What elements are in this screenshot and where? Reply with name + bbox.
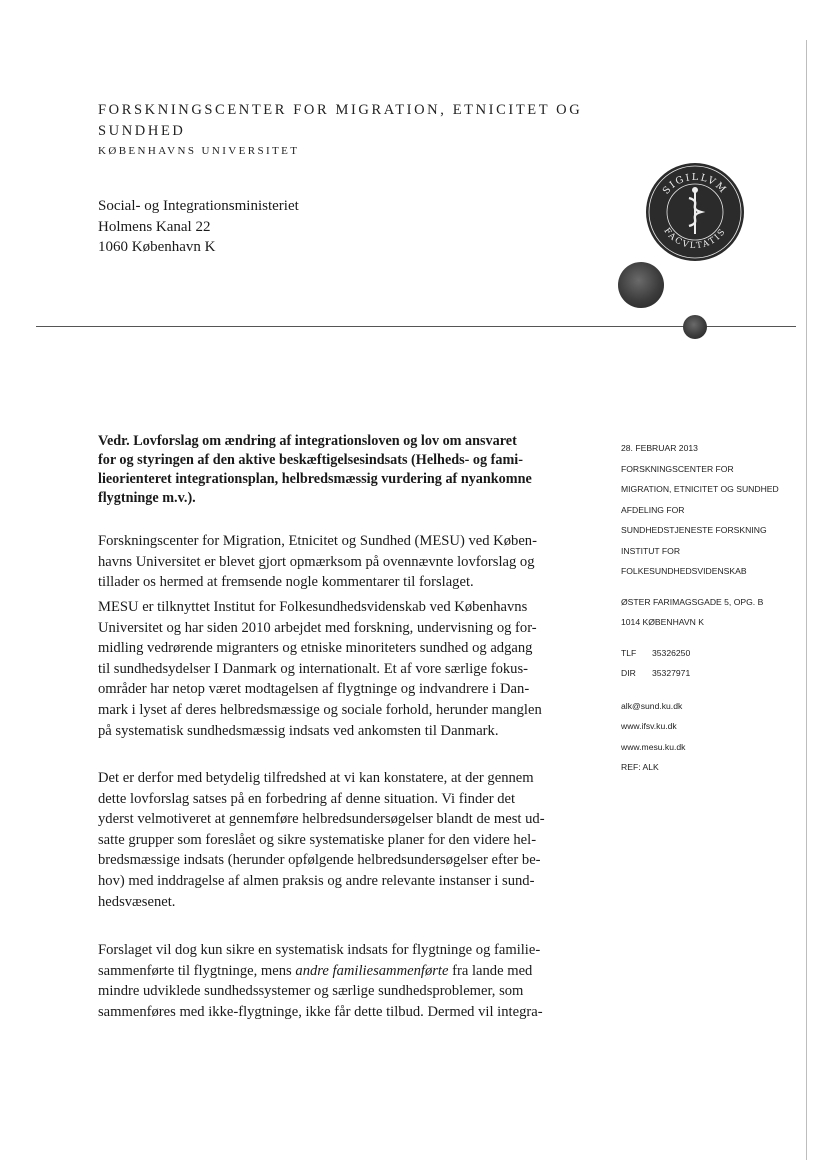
recipient-city: 1060 København K (98, 239, 216, 255)
seal-top-text: SIGILLVM (660, 171, 730, 197)
text-line: Forskningscenter for Migration, Etnicitet og Sundhed (MESU) ved Køben- (98, 533, 537, 549)
sender-unit-line: FORSKNINGSCENTER FOR (621, 463, 734, 474)
text-line: hedsvæsenet. (98, 893, 176, 910)
paragraph-support (98, 768, 593, 912)
text-line: tillader os hermed at fremsende nogle kommentarer til forslaget. (98, 574, 474, 591)
text-line: sammenføres med ikke-flygtninge, ikke får dette tilbud. Dermed vil integra- (98, 1003, 543, 1020)
letter-subject (98, 432, 588, 508)
text-span: sammenførte til flygtninge, mens (98, 962, 296, 979)
emphasized-text: andre familiesammenførte (295, 962, 449, 979)
text-line: havns Universitet er blevet gjort opmærksom på ovennævnte lovforslag og (98, 553, 535, 570)
spacer (621, 684, 806, 696)
direct-phone-label: DIR (621, 668, 636, 678)
text-line: til sundhedsydelser I Danmark og internationalt. Et af vore særlige fokus- (98, 660, 529, 677)
sender-address-line: ØSTER FARIMAGSGADE 5, OPG. B (621, 596, 764, 607)
phone-value: 35326250 (652, 647, 691, 658)
sender-unit-line: AFDELING FOR (621, 504, 685, 515)
direct-phone-row (621, 663, 806, 684)
text-line (98, 961, 593, 982)
paragraph-concern (98, 940, 593, 1022)
recipient-name: Social- og Integrationsministeriet (98, 198, 299, 214)
seal-icon (645, 162, 745, 262)
sender-unit-line: SUNDHEDSTJENESTE FORSKNING (621, 525, 767, 535)
page-edge-line (806, 40, 807, 1160)
text-line: MESU er tilknyttet Institut for Folkesundhedsvidenskab ved Københavns (98, 599, 528, 615)
sender-unit-line: FOLKESUNDHEDSVIDENSKAB (621, 566, 747, 576)
sender-info-sidebar (621, 438, 806, 778)
reference: REF: ALK (621, 762, 659, 772)
website-mesu: www.mesu.ku.dk (621, 741, 686, 752)
website-ifsv: www.ifsv.ku.dk (621, 721, 677, 731)
university-seal-logo (645, 162, 745, 262)
paragraph-about-mesu (98, 597, 593, 741)
text-line: Universitet og har siden 2010 arbejdet med forskning, undervisning og for- (98, 619, 537, 636)
recipient-address (98, 196, 299, 258)
paragraph-intro (98, 531, 593, 593)
institution-name-line2: SUNDHED (98, 123, 186, 139)
direct-phone-value: 35327971 (652, 668, 691, 678)
header-rule (36, 326, 796, 327)
institution-name-line1: FORSKNINGSCENTER FOR MIGRATION, ETNICITET OG (98, 102, 583, 118)
text-line: midling vedrørende migranters og etniske minoriteters sundhed og adgang (98, 640, 533, 657)
text-line: bredsmæssige indsats (herunder opfølgende helbredsundersøgelser efter be- (98, 852, 541, 869)
phone-label: TLF (621, 647, 637, 658)
text-line: yderst velmotiveret at gennemføre helbredsundersøgelser blandt de mest ud- (98, 811, 545, 828)
recipient-street: Holmens Kanal 22 (98, 218, 211, 235)
email-address: alk@sund.ku.dk (621, 700, 683, 711)
text-line: mark i lyset af deres helbredsmæssige og sociale forhold, herunder manglen (98, 701, 542, 718)
subject-line: flygtninge m.v.). (98, 490, 196, 506)
text-line: Det er derfor med betydelig tilfredshed at vi kan konstatere, at der gennem (98, 770, 534, 786)
spacer (621, 633, 806, 643)
text-line: områder har netop været modtagelsen af flygtninge og indvandrere i Dan- (98, 681, 530, 698)
text-line: Forslaget vil dog kun sikre en systematisk indsats for flygtninge og familie- (98, 942, 541, 958)
decorative-dot-large (618, 262, 664, 308)
sender-address-line: 1014 KØBENHAVN K (621, 617, 704, 627)
sender-unit-line: INSTITUT FOR (621, 545, 681, 556)
seal-bottom-text: FACVLTATIS (661, 226, 729, 252)
letter-date: 28. FEBRUAR 2013 (621, 443, 698, 453)
subject-line: for og styringen af den aktive beskæftigelsesindsats (Helheds- og fami- (98, 452, 523, 468)
text-span: fra lande med (448, 962, 533, 979)
subject-line: Vedr. Lovforslag om ændring af integrationsloven og lov om ansvaret (98, 433, 517, 449)
university-name: KØBENHAVNS UNIVERSITET (98, 145, 300, 157)
text-line: mindre udviklede sundhedssystemer og særlige sundhedsproblemer, som (98, 983, 524, 1000)
text-line: hov) med inddragelse af almen praksis og andre relevante instanser i sund- (98, 872, 535, 889)
spacer (621, 582, 806, 592)
phone-row (621, 643, 806, 664)
letterhead (98, 100, 618, 157)
subject-line: lieorienteret integrationsplan, helbredsmæssig vurdering af nyankomne (98, 471, 532, 487)
text-line: dette lovforslag satses på en forbedring af denne situation. Vi finder det (98, 790, 516, 807)
decorative-dot-small (683, 315, 707, 339)
sender-unit-line: MIGRATION, ETNICITET OG SUNDHED (621, 484, 779, 494)
text-line: satte grupper som foreslået og sikre systematiske planer for den videre hel- (98, 831, 537, 848)
text-line: på systematisk sundhedsmæssig indsats ved ankomsten til Danmark. (98, 722, 499, 739)
